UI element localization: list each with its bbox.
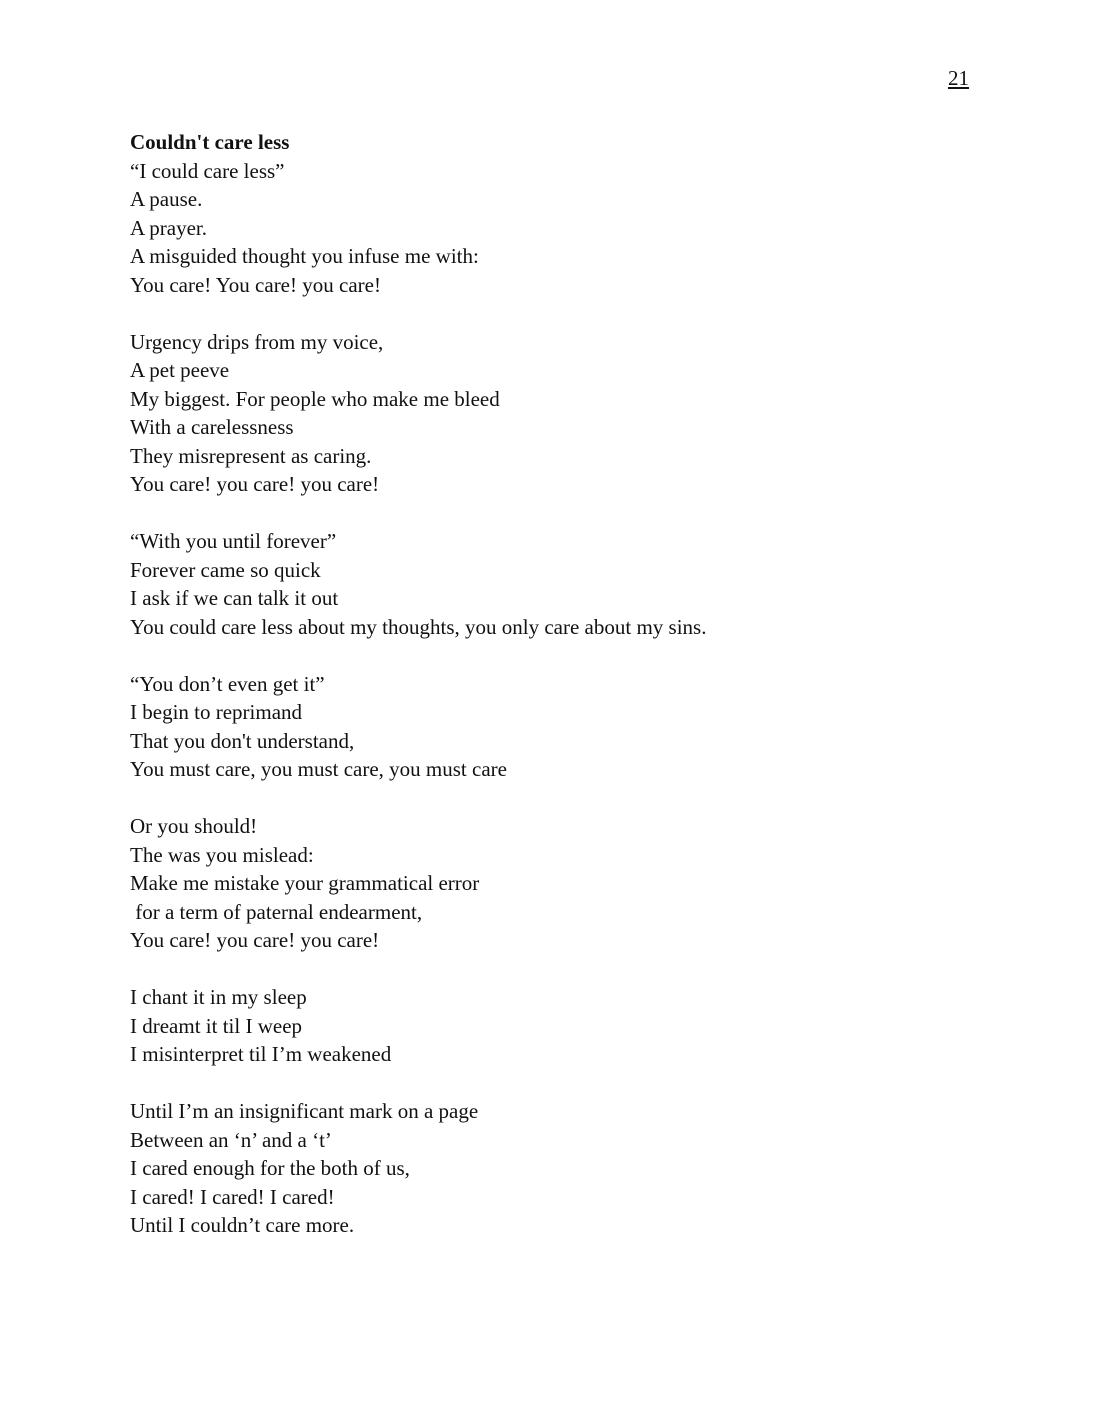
stanza (130, 328, 1030, 499)
stanza (130, 983, 1030, 1069)
poem-line: I cared enough for the both of us, (130, 1156, 410, 1180)
poem-line: The was you mislead: (130, 842, 314, 867)
poem-line: You care! you care! you care! (130, 472, 380, 496)
poem-line: “With you until forever” (130, 529, 337, 553)
poem-line: A pause. (130, 187, 203, 211)
poem-line: Between an ‘n’ and a ‘t’ (130, 1127, 332, 1152)
poem-line: I misinterpret til I’m weakened (130, 1042, 392, 1066)
poem-line: With a carelessness (130, 415, 294, 439)
stanza (130, 670, 1030, 784)
poem-line: A pet peeve (130, 358, 230, 382)
poem-line: My biggest. For people who make me bleed (130, 386, 500, 411)
poem-line: You must care, you must care, you must care (130, 757, 507, 781)
poem-line: That you don't understand, (130, 728, 355, 753)
poem-line: I ask if we can talk it out (130, 586, 339, 610)
poem-line: I cared! I cared! I cared! (130, 1184, 335, 1209)
poem-line: You care! you care! you care! (130, 928, 380, 952)
poem-line: Urgency drips from my voice, (130, 329, 384, 354)
poem-line: You care! You care! you care! (130, 272, 381, 297)
page-number: 21 (948, 66, 969, 90)
poem-line: They misrepresent as caring. (130, 443, 372, 468)
poem-body (130, 157, 1030, 1240)
poem-line: Make me mistake your grammatical error (130, 871, 480, 895)
poem-line: Forever came so quick (130, 557, 321, 582)
stanza (130, 527, 1030, 641)
stanza (130, 1097, 1030, 1240)
poem-line: Or you should! (130, 814, 258, 838)
poem-line: for a term of paternal endearment, (130, 899, 423, 924)
poem-line: Until I couldn’t care more. (130, 1213, 355, 1237)
poem-line: I chant it in my sleep (130, 985, 307, 1009)
poem (130, 128, 1030, 1268)
stanza (130, 812, 1030, 955)
poem-line: I dreamt it til I weep (130, 1013, 303, 1038)
poem-title: Couldn't care less (130, 130, 290, 154)
poem-line: I begin to reprimand (130, 700, 303, 724)
poem-line: Until I’m an insignificant mark on a page (130, 1099, 479, 1123)
stanza (130, 157, 1030, 300)
poem-line: A prayer. (130, 215, 207, 240)
poem-line: You could care less about my thoughts, you only care about my sins. (130, 614, 707, 639)
poem-line: “I could care less” (130, 158, 285, 183)
poem-line: “You don’t even get it” (130, 671, 325, 696)
poem-line: A misguided thought you infuse me with: (130, 244, 479, 268)
